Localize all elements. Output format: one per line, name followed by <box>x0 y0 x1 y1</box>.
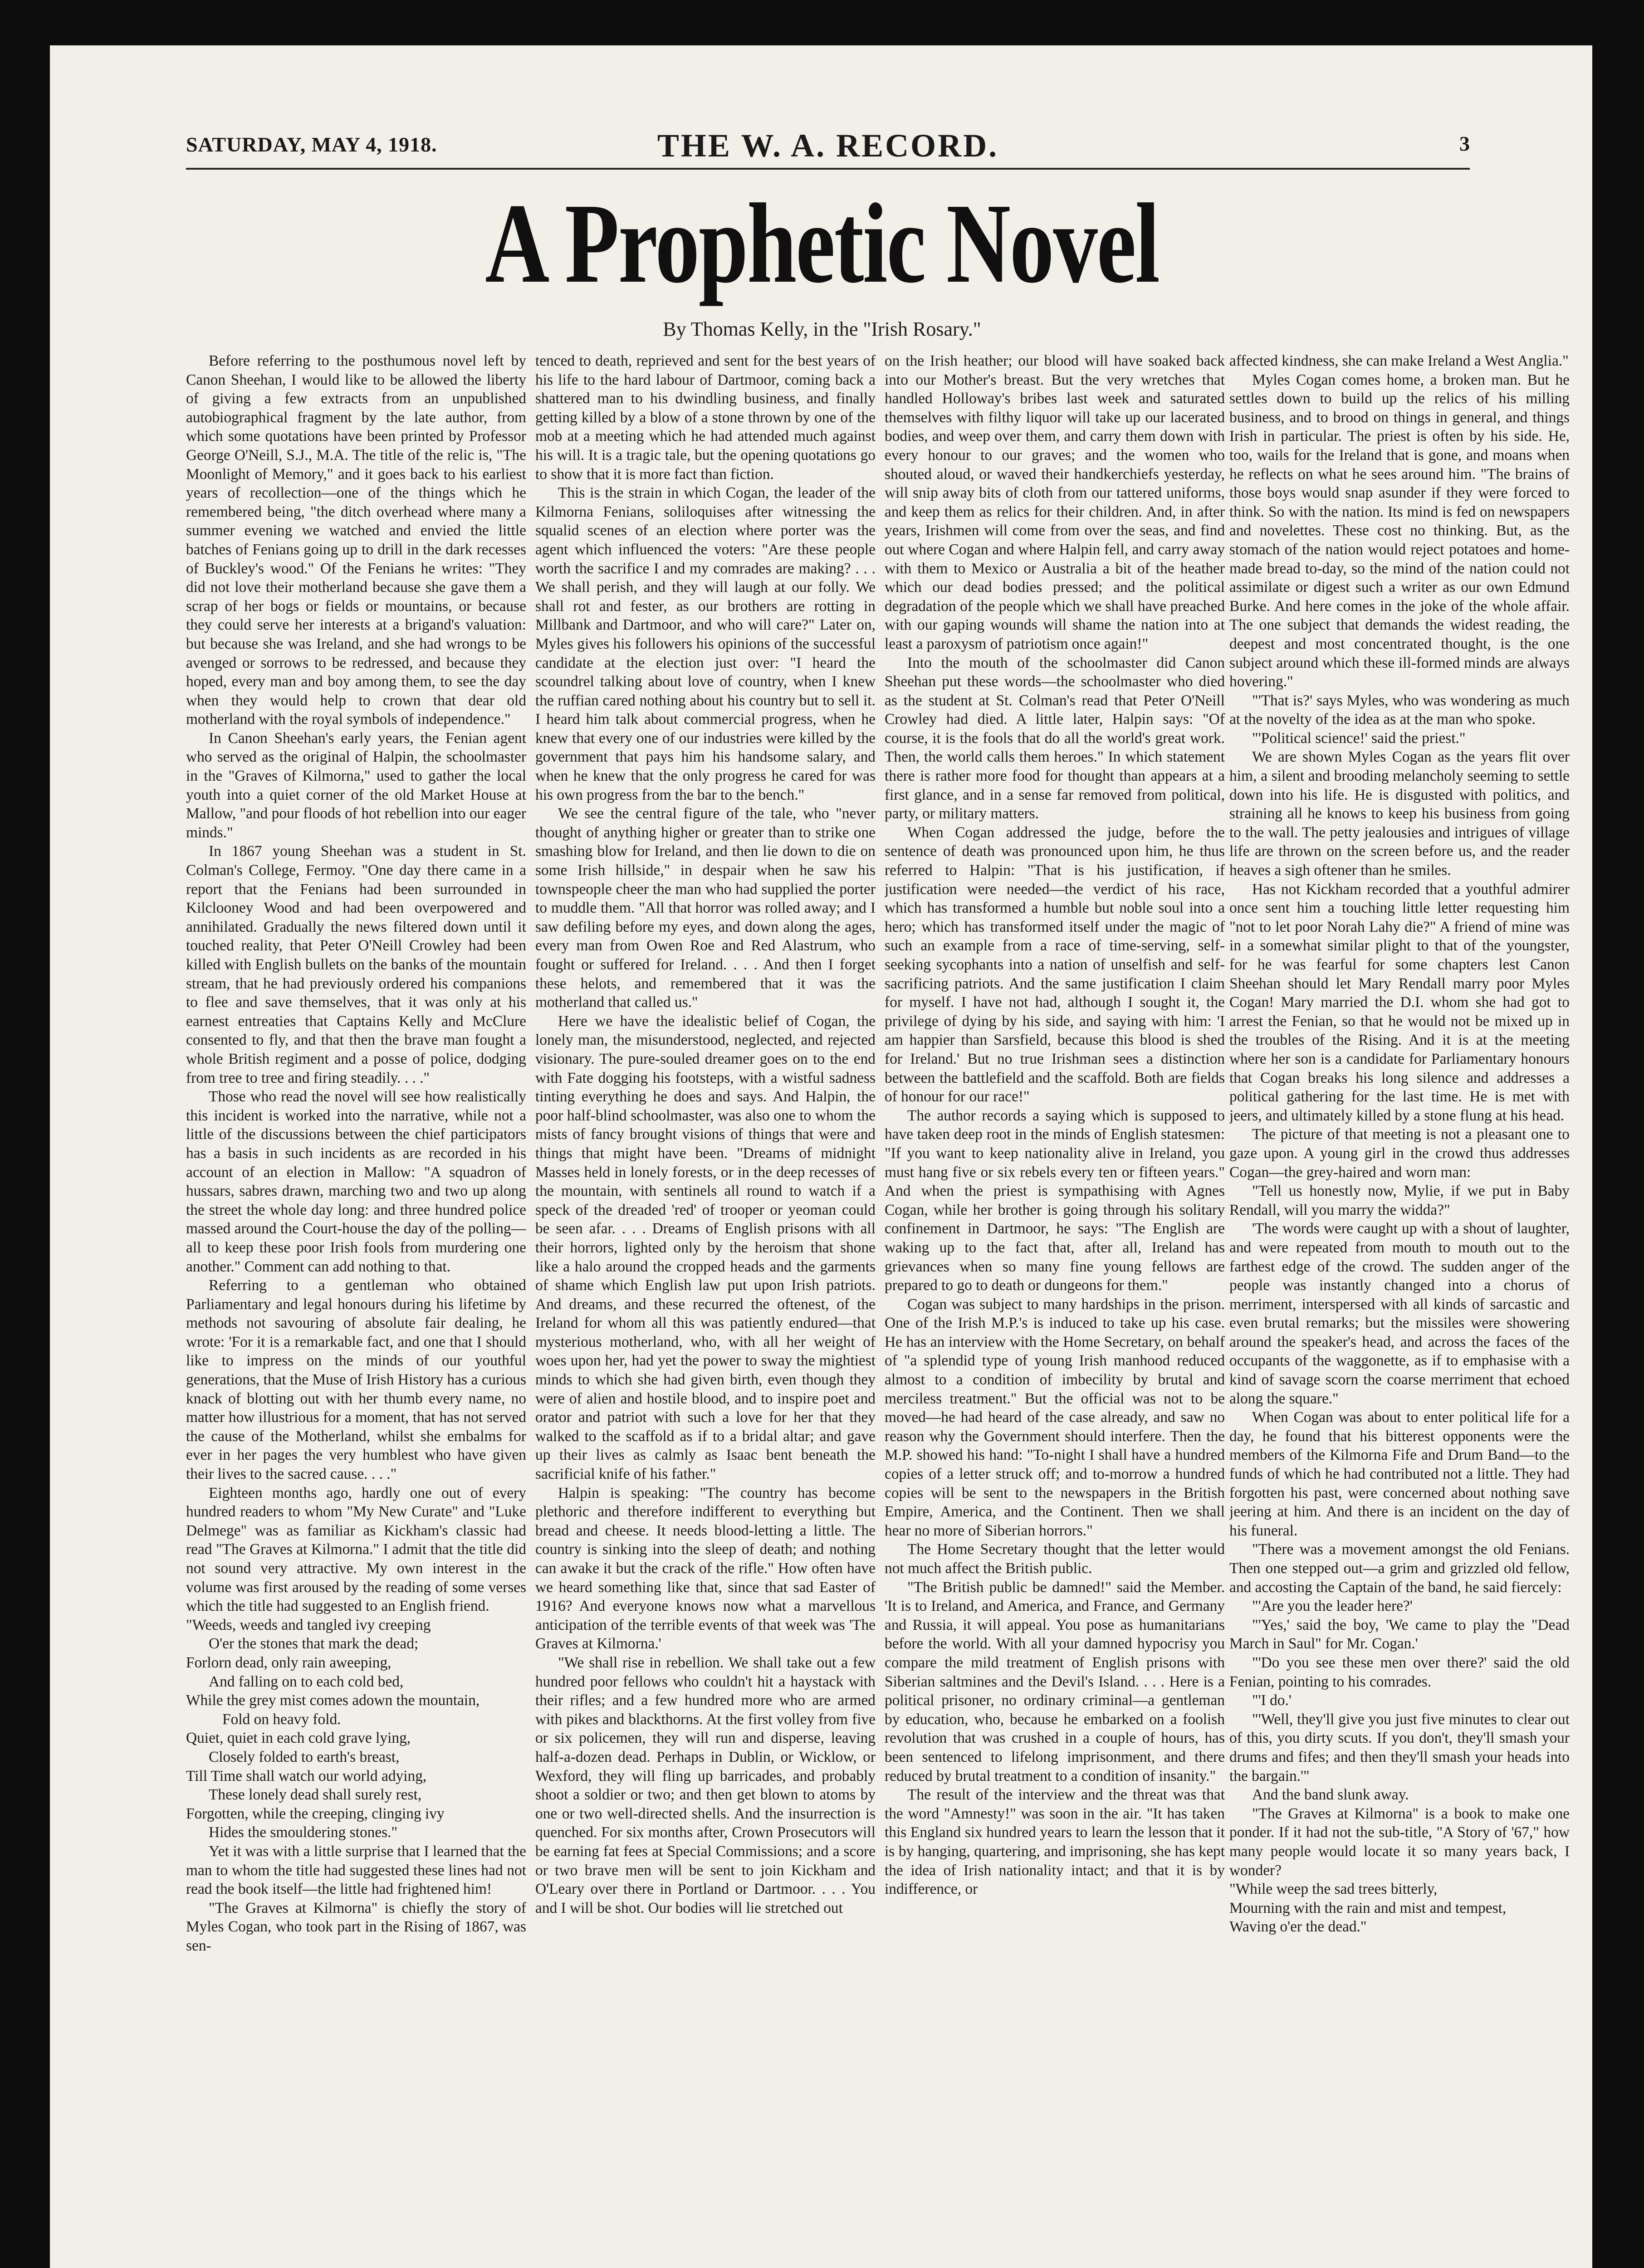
paragraph: on the Irish heather; our blood will have soaked back into our Mother's breast. But the very wretches that handled Holloway's bribes last week and saturated themselves with filthy liquor will take up our lacerated bodies, and weep over them, and carry them down with every honour to our graves; and the women who shouted aloud, or waved their handkerchiefs yesterday, will snip away bits of cloth from our tattered uniforms, and keep them as relics for their children. And, in after years, Irishmen will come from over the seas, and find out where Cogan and where Halpin fell, and carry away with them to Mexico or Australia a bit of the heather which our dead bodies pressed; and the political degradation of the people which we shall have preached with our gaping wounds will shame the nation into at least a paroxysm of patriotism once again!" <box>885 352 1225 652</box>
paragraph: Referring to a gentleman who obtained Parliamentary and legal honours during his lifetime by methods not savouring of absolute fair dealing, he wrote: 'For it is a remarkable fact, and one that I should like to impress on the minds of our youthful generations, that the Muse of Irish History has a curious knack of blotting out with her thumb every name, no matter how illustrious for a moment, that has not served the cause of the Motherland, whilst she embalms for ever in her pages the very humblest who have given their lives to the sacred cause. . . ." <box>186 1277 526 1483</box>
paragraph: We are shown Myles Cogan as the years flit over him, a silent and brooding melancholy seeming to settle down into his life. He is disgusted with politics, and straining all he knows to keep his business from going to the wall. The petty jealousies and intrigues of village life are thrown on the screen before us, and the reader heaves a sigh oftener than he smiles. <box>1229 748 1570 879</box>
verse-line: Closely folded to earth's breast, <box>209 1748 400 1765</box>
paragraph: And the band slunk away. <box>1252 1786 1409 1804</box>
column-4 <box>1229 352 1570 2268</box>
paragraph: Before referring to the posthumous novel left by Canon Sheehan, I would like to be allowed the liberty of giving a few extracts from an unpublished autobiographical fragment by the late author, from which some quotations have been printed by Professor George O'Neill, S.J., M.A. The title of the relic is, "The Moonlight of Memory," and it goes back to his earliest years of recollection—one of the things which he remembered being, "the ditch overhead where many a summer evening we watched and envied the little batches of Fenians going up to drill in the dark recesses of Buckley's wood." Of the Fenians he writes: "They did not love their motherland because she gave them a scrap of her bogs or fields or mountains, or because they could serve her interests at a brigand's valuation: but because she was Ireland, and she had wrongs to be avenged or sorrows to be redressed, and because they hoped, every man and boy among them, to see the day when they would help to crown that dear old motherland with the royal symbols of independence." <box>186 352 526 728</box>
paragraph: In 1867 young Sheehan was a student in St. Colman's College, Fermoy. "One day there came in a report that the Fenians had been surrounded in Kilclooney Wood and had been overpowered and annihilated. Gradually the news filtered down until it touched reality, that Peter O'Neill Crowley had been killed with English bullets on the banks of the mountain stream, that he had previously ordered his companions to flee and save themselves, that it was only at his earnest entreaties that Captains Kelly and McClure consented to fly, and that then the brave man fought a whole British regiment and a posse of police, dodging from tree to tree and firing steadily. . . ." <box>186 843 526 1086</box>
verse-line: Forlorn dead, only rain aweeping, <box>186 1654 391 1671</box>
paragraph: "'I do.' <box>1252 1692 1292 1709</box>
verse-line: Waving o'er the dead." <box>1229 1918 1367 1936</box>
verse-closing <box>1229 1880 1570 1936</box>
paragraph: The result of the interview and the threat was that the word "Amnesty!" was soon in the air. "It has taken this England six hundred years to learn the lesson that it is by hanging, quartering, and imprisoning, she has kept the idea of Irish nationality intact; and that it is by indifference, or <box>885 1786 1225 1898</box>
paragraph: When Cogan addressed the judge, before the sentence of death was pronounced upon him, he thus referred to Halpin: "That is his justification, if justification were needed—the verdict of his race, which has transformed a humble but noble soul into a hero; which has transformed itself under the magic of such an example from a race of time-serving, self-seeking sycophants into a nation of unselfish and self-sacrificing patriots. And the same justification I claim for myself. I have not had, although I sought it, the privilege of dying by his side, and saying with him: 'I am happier than Sarsfield, because this blood is shed for Ireland.' But no true Irishman sees a distinction between the battlefield and the scaffold. Both are fields of honour for our race!" <box>885 824 1225 1105</box>
header-rule <box>186 168 1470 170</box>
newspaper-name: THE W. A. RECORD. <box>657 127 999 164</box>
paragraph: Into the mouth of the schoolmaster did Canon Sheehan put these words—the schoolmaster who died as the student at St. Colman's read that Peter O'Neill Crowley had died. A little later, Halpin says: "Of course, it is the fools that do all the world's great work. Then, the world calls them heroes." In which statement there is rather more food for thought than appears at a first glance, and in a sense far removed from political, party, or military matters. <box>885 654 1225 822</box>
column-2 <box>535 352 876 2268</box>
verse-line: O'er the stones that mark the dead; <box>209 1635 419 1652</box>
page-number: 3 <box>1459 132 1470 155</box>
paragraph: Yet it was with a little surprise that I learned that the man to whom the title had suggested these lines had not read the book itself—the little had frightened him! <box>186 1843 526 1898</box>
paragraph: Those who read the novel will see how realistically this incident is worked into the narrative, while not a little of the discussions between the chief participators has a basis in such incidents as are recorded in his account of an election in Mallow: "A squadron of hussars, sabres drawn, marching two and two up along the street the whole day long: and three hundred police massed around the Court-house the day of the polling—all to keep these poor Irish fools from murdering one another." Comment can add nothing to that. <box>186 1088 526 1275</box>
paragraph: affected kindness, she can make Ireland a West Anglia." <box>1229 352 1569 369</box>
paragraph: tenced to death, reprieved and sent for the best years of his life to the hard labour of Dartmoor, coming back a shattered man to his dwindling business, and finally getting killed by a blow of a stone thrown by one of the mob at a meeting which he had attended much against his will. It is a tragic tale, but the opening quotations go to show that it is more fact than fiction. <box>535 352 876 483</box>
verse-line: "While weep the sad trees bitterly, <box>1229 1881 1438 1898</box>
paragraph: The picture of that meeting is not a pleasant one to gaze upon. A young girl in the crowd thus addresses Cogan—the grey-haired and worn man: <box>1229 1126 1570 1181</box>
paragraph: Cogan was subject to many hardships in the prison. One of the Irish M.P.'s is induced to take up his case. He has an interview with the Home Secretary, on behalf of "a splendid type of young Irish manhood reduced almost to a condition of imbecility by brutal and merciless treatment." But the official was not to be moved—he had heard of the case already, and saw no reason why the Government should interfere. Then the M.P. showed his hand: "To-night I shall have a hundred copies of a letter struck off; and to-morrow a hundred copies will be sent to the newspapers in the British Empire, America, and the Continent. Then we shall hear no more of Siberian horrors." <box>885 1295 1225 1539</box>
paragraph: Has not Kickham recorded that a youthful admirer once sent him a touching little letter requesting him "not to let poor Norah Lahy die?" A friend of mine was in a somewhat similar plight to that of the youngster, for he was fearful for some chapters lest Canon Sheehan should let Mary Rendall marry poor Myles Cogan! Mary married the D.I. whom she had got to arrest the Fenian, so that he would not be mixed up in the troubles of the Rising. And it is at the meeting where her son is a candidate for Parliamentary honours that Cogan breaks his long silence and addresses a political gathering for the last time. He is met with jeers, and ultimately killed by a stone flung at his head. <box>1229 880 1570 1124</box>
paragraph: This is the strain in which Cogan, the leader of the Kilmorna Fenians, soliloquises after witnessing the squalid scenes of an election where porter was the agent which influenced the voters: "Are these people worth the sacrifice I and my comrades are making? . . . We shall perish, and they will laugh at our folly. We shall rot and fester, as our brothers are rotting in Millbank and Dartmoor, and who will care?" Later on, Myles gives his followers his opinions of the successful candidate at the election just over: "I heard the scoundrel talking about love of country, when I knew the ruffian cared nothing about his country but to sell it. I heard him talk about commercial progress, when he knew that every one of our industries were killed by the government that pays him his handsome salary, and when he knew that the only progress he cared for was his own progress from the bar to the bench." <box>535 484 876 803</box>
verse-line: And falling on to each cold bed, <box>209 1673 404 1690</box>
verse-line: Quiet, quiet in each cold grave lying, <box>186 1730 411 1747</box>
paragraph: Eighteen months ago, hardly one out of every hundred readers to whom "My New Curate" and "Luke Delmege" was as familiar as Kickham's classic had read "The Graves at Kilmorna." I admit that the title did not sound very attractive. My own interest in the volume was first aroused by the reading of some verses which the title had suggested to an English friend. <box>186 1484 526 1615</box>
verse-line: "Weeds, weeds and tangled ivy creeping <box>186 1616 431 1633</box>
verse-line: Fold on heavy fold. <box>222 1711 341 1728</box>
paragraph: 'The words were caught up with a shout of laughter, and were repeated from mouth to mouth out to the farthest edge of the crowd. The sudden anger of the people was instantly changed into a chorus of merriment, interspersed with all kinds of sarcastic and even brutal remarks; but the missiles were showering around the speaker's head, and across the faces of the occupants of the waggonette, as if to emphasise with a kind of savage scorn the coarse merriment that echoed along the square." <box>1229 1220 1570 1407</box>
article-byline: By Thomas Kelly, in the "Irish Rosary." <box>663 318 981 340</box>
verse-line: Mourning with the rain and mist and tempest, <box>1229 1899 1507 1916</box>
paragraph: "We shall rise in rebellion. We shall take out a few hundred poor fellows who couldn't hit a haystack with their rifles; and a few hundred more who are armed with pikes and blackthorns. At the first volley from five or six policemen, they will run and disperse, leaving half-a-dozen dead. Perhaps in Dublin, or Wicklow, or Wexford, they will fling up barricades, and probably shoot a soldier or two; and then get blown to atoms by one or two well-directed shells. And the insurrection is quenched. For six months after, Crown Prosecutors will be earning fat fees at Special Commissions; and a score or two brave men will be sent to join Kickham and O'Leary over there in Portland or Dartmoor. . . . You and I will be shot. Our bodies will lie stretched out <box>535 1654 876 1916</box>
verse-line: Till Time shall watch our world adying, <box>186 1767 427 1784</box>
paragraph: "The Graves at Kilmorna" is chiefly the story of Myles Cogan, who took part in the Rising of 1867, was sen- <box>186 1899 526 1954</box>
paragraph: We see the central figure of the tale, who "never thought of anything higher or greater than to strike one smashing blow for Ireland, and then lie down to die on some Irish hillside," in despair when he saw his townspeople cheer the man who had supplied the porter to muddle them. "All that horror was rolled away; and I saw defiling before my eyes, and down along the ages, every man from Owen Roe and Red Alastrum, who fought or suffered for Ireland. . . . And then I forget these helots, and remembered that it was the motherland that called us." <box>535 805 876 1011</box>
verse-line: These lonely dead shall surely rest, <box>209 1786 422 1804</box>
article-title: A Prophetic Novel <box>485 180 1159 307</box>
paragraph: The Home Secretary thought that the letter would not much affect the British public. <box>885 1541 1225 1577</box>
paragraph: The author records a saying which is supposed to have taken deep root in the minds of English statesmen: "If you want to keep nationality alive in Ireland, you must hang five or six rebels every ten or fifteen years." And when the priest is sympathising with Agnes Cogan, while her brother is going through his solitary confinement in Dartmoor, he says: "The English are waking up to the fact that, after all, Ireland has grievances when so many fine young fellows are prepared to go to death or dungeons for them." <box>885 1107 1225 1294</box>
verse-line: Hides the smouldering stones." <box>209 1824 398 1841</box>
paragraph: "Tell us honestly now, Mylie, if we put in Baby Rendall, will you marry the widda?" <box>1229 1183 1570 1218</box>
paragraph: "There was a movement amongst the old Fenians. Then one stepped out—a grim and grizzled old fellow, and accosting the Captain of the band, he said fiercely: <box>1229 1541 1570 1596</box>
paragraph: "'Political science!' said the priest." <box>1252 729 1466 747</box>
verse-weeds <box>186 1616 526 1842</box>
paragraph: Here we have the idealistic belief of Cogan, the lonely man, the misunderstood, neglected, and rejected visionary. The pure-souled dreamer goes on to the end with Fate dogging his footsteps, with a wistful sadness tinting everything he does and says. And Halpin, the poor half-blind schoolmaster, was also one to whom the mists of fancy brought visions of things that were and things that might have been. "Dreams of midnight Masses held in lonely forests, or in the deep recesses of the mountain, with sentinels all round to watch if a speck of the dreaded 'red' of trooper or yeoman could be seen afar. . . . Dreams of English prisons with all their horrors, lighted only by the heroism that shone like a halo around the cropped heads and the garments of shame which English law put upon Irish patriots. And dreams, and these recurred the oftenest, of the Ireland for whom all this was patiently endured—that mysterious motherland, who, with all her weight of woes upon her, had yet the power to sway the mightiest minds to which she had given birth, even though they were of alien and hostile blood, and to inspire poet and orator and patriot with such a love for her that they walked to the scaffold as if to a bridal altar; and gave up their lives as calmly as Isaac bent beneath the sacrificial knife of his father." <box>535 1012 876 1483</box>
paragraph: Halpin is speaking: "The country has become plethoric and therefore indifferent to everything but bread and cheese. It needs blood-letting a little. The country is sinking into the sleep of death; and nothing can awake it but the crack of the rifle." How often have we heard something like that, since that sad Easter of 1916? And everyone knows now what a marvellous anticipation of the terrible events of that week was 'The Graves at Kilmorna.' <box>535 1484 876 1652</box>
paragraph: When Cogan was about to enter political life for a day, he found that his bitterest opponents were the members of the Kilmorna Fife and Drum Band—to the funds of which he had contributed not a little. They had forgotten his past, were concerned about nothing save jeering at him. And there is an incident on the day of his funeral. <box>1229 1409 1570 1539</box>
paragraph: "The Graves at Kilmorna" is a book to make one ponder. If it had not the sub-title, "A Story of '67," how many people would locate it so many years back, I wonder? <box>1229 1805 1570 1879</box>
verse-line: Forgotten, while the creeping, clinging ivy <box>186 1805 445 1822</box>
paragraph: "'Well, they'll give you just five minutes to clear out of this, you dirty scuts. If you don't, they'll smash your drums and fifes; and then they'll smash your heads into the bargain.'" <box>1229 1711 1570 1784</box>
verse-line: While the grey mist comes adown the mountain, <box>186 1692 480 1709</box>
paragraph: "'That is?' says Myles, who was wondering as much at the novelty of the idea as at the man who spoke. <box>1229 692 1570 728</box>
paragraph: "'Do you see these men over there?' said the old Fenian, pointing to his comrades. <box>1229 1654 1570 1690</box>
paragraph: Myles Cogan comes home, a broken man. But he settles down to build up the relics of his milling business, and to brood on things in general, and things Irish in particular. The priest is often by his side. He, too, wails for the Ireland that is gone, and moans when he reflects on what he sees around him. "The brains of those boys would snap asunder if they were forced to think. So with the nation. Its mind is fed on newspapers and novelettes. These cost no thinking. But, as the stomach of the nation would reject potatoes and home-made bread to-day, so the mind of the nation could not assimilate or digest such a writer as our own Edmund Burke. And here comes in the joke of the whole affair. The one subject that demands the widest reading, the deepest and most concentrated thought, is the one subject around which these ill-formed minds are always hovering." <box>1229 371 1570 690</box>
column-3 <box>885 352 1225 2268</box>
paragraph: "'Yes,' said the boy, 'We came to play the "Dead March in Saul" for Mr. Cogan.' <box>1229 1616 1570 1652</box>
issue-date: SATURDAY, MAY 4, 1918. <box>186 133 437 156</box>
column-1 <box>186 352 526 2268</box>
page-header <box>186 127 1470 163</box>
paragraph: "The British public be damned!" said the Member. 'It is to Ireland, and America, and France, and Germany and Russia, it will appeal. You pose as humanitarians before the world. With all your damned hypocrisy you compare the mild treatment of English prisons with Siberian saltmines and the Devil's Island. . . . Here is a political prisoner, no ordinary criminal—a gentleman by education, who, because he embarked on a foolish revolution that was crushed in a couple of hours, has been sentenced to lifelong imprisonment, and there reduced by brutal treatment to a condition of insanity." <box>885 1579 1225 1784</box>
paragraph: In Canon Sheehan's early years, the Fenian agent who served as the original of Halpin, the schoolmaster in the "Graves of Kilmorna," used to gather the local youth into a quiet corner of the old Market House at Mallow, "and pour floods of hot rebellion into our eager minds." <box>186 729 526 841</box>
paragraph: "'Are you the leader here?' <box>1252 1598 1413 1615</box>
